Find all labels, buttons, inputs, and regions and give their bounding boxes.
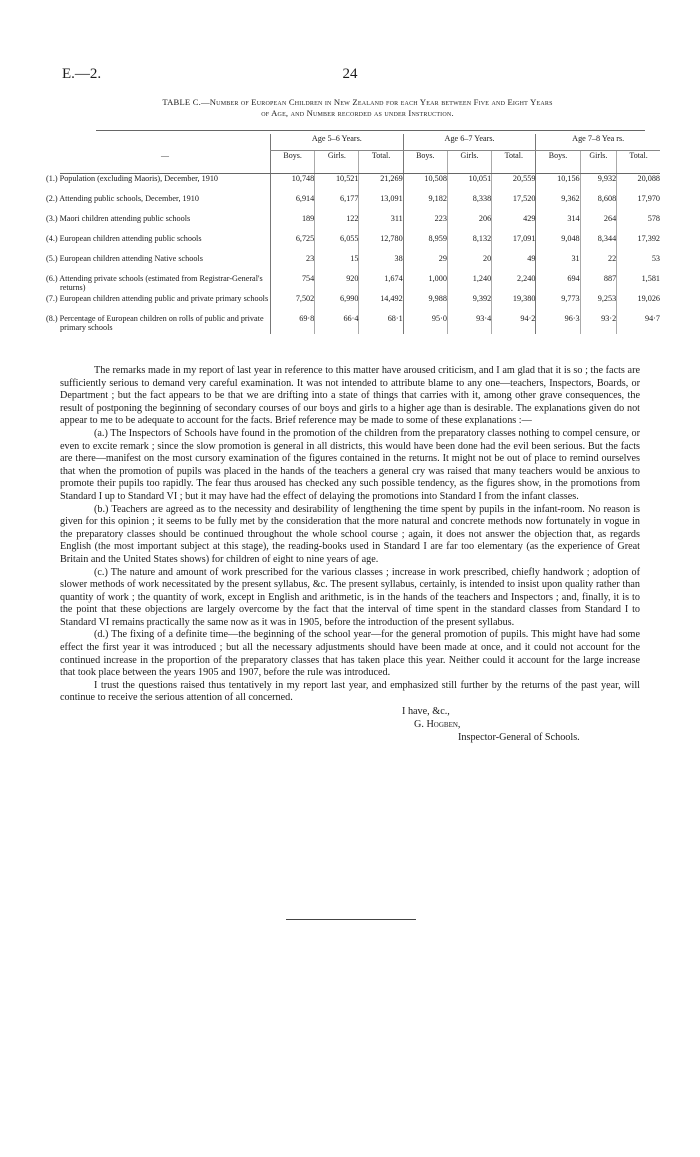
table-cell: 94·7: [617, 314, 660, 334]
column-header: Total.: [617, 151, 660, 174]
table-cell: 1,240: [447, 274, 491, 294]
report-body: [60, 365, 640, 757]
table-cell: 8,344: [580, 234, 617, 254]
table-cell: 12,780: [359, 234, 403, 254]
column-header: Boys.: [536, 151, 580, 174]
table-cell: 10,508: [403, 174, 447, 195]
table-cell: 311: [359, 214, 403, 234]
table-cell: 17,970: [617, 194, 660, 214]
table-column-header: — Boys. Girls. Total. Boys. Girls. Total. Boys. Girls. Total.: [60, 151, 660, 174]
paragraph-intro: The remarks made in my report of last year in reference to this matter have aroused criticism, and I am glad that it is so ; the facts are sufficiently serious to demand very careful examination. It was not intended to attribute blame to any one—teachers, Inspectors, Boards, or Department ; but the fact appears to be that we are drifting into a state of things that carries with it, among other grave consequences, the result of postponing the beginning of secondary courses of our boys and girls to a higher age than is desirable. The explanations given do not appear to me to be adequate to account for the facts. Brief reference may be made to some of these explanations :—: [60, 365, 640, 427]
table-cell: 8,959: [403, 234, 447, 254]
row-label: (8.) Percentage of European children on rolls of public and private primary schools: [46, 314, 264, 332]
table-cell: 2,240: [492, 274, 536, 294]
table-cell: 66·4: [315, 314, 359, 334]
column-header: Girls.: [447, 151, 491, 174]
paragraph-d: (d.) The fixing of a definite time—the beginning of the school year—for the general promotion of pupils. This might have had some effect the first year it was introduced ; but all the necessary adjustments should have been made at once, and it could not account for the continued increase in the proportion of the preparatory classes that has taken place this year. Neither could it account for the large increase that took place between the years 1905 and 1907, before the rule was introduced.: [60, 629, 640, 679]
table-cell: 6,990: [315, 294, 359, 314]
table-cell: 9,362: [536, 194, 580, 214]
table-top-rule: [96, 130, 645, 131]
table-cell: 93·2: [580, 314, 617, 334]
row-label: (4.) European children attending public schools: [46, 234, 202, 243]
table-cell: 9,048: [536, 234, 580, 254]
table-cell: 13,091: [359, 194, 403, 214]
column-header: Girls.: [315, 151, 359, 174]
table-cell: 17,520: [492, 194, 536, 214]
signature-closing: I have, &c.,: [402, 706, 450, 718]
table-cell: 206: [447, 214, 491, 234]
table-cell: 1,674: [359, 274, 403, 294]
row-label: (7.) European children attending public and private primary schools: [46, 294, 269, 303]
table-cell: 49: [492, 254, 536, 274]
table-cell: 68·1: [359, 314, 403, 334]
table-cell: 6,055: [315, 234, 359, 254]
column-header: Boys.: [271, 151, 315, 174]
table-cell: 223: [403, 214, 447, 234]
signature-block: [60, 705, 640, 757]
table-cell: 31: [536, 254, 580, 274]
table-row: [60, 174, 660, 195]
table-cell: 6,725: [271, 234, 315, 254]
paragraph-c: (c.) The nature and amount of work prescribed for the various classes ; increase in work prescribed, chiefly handwork ; adoption of slower methods of work necessitated by the present syllabus, &c. The present syllabus, certainly, is intended to insist upon quality rather than quantity of work ; the quantity of work, except in English and arithmetic, is in the hands of the teachers and Inspectors ; and, finally, it is to the point that these objections are largely overcome by the fact that the interval of time spent in the standard classes from Standard I to Standard VI remains practically the same now as it was in 1905, before the introduction of the present syllabus.: [60, 566, 640, 628]
table-cell: 15: [315, 254, 359, 274]
column-header: Total.: [492, 151, 536, 174]
table-cell: 9,773: [536, 294, 580, 314]
table-cell: 189: [271, 214, 315, 234]
page-number: 24: [342, 66, 358, 82]
group-header-age-7-8: Age 7–8 Yea rs.: [536, 134, 660, 151]
table-cell: 9,182: [403, 194, 447, 214]
table-cell: 20: [447, 254, 491, 274]
table-cell: 96·3: [536, 314, 580, 334]
table-row: [60, 254, 660, 274]
table-cell: 694: [536, 274, 580, 294]
table-cell: 9,932: [580, 174, 617, 195]
table-cell: 314: [536, 214, 580, 234]
table-cell: 20,088: [617, 174, 660, 195]
table-cell: 17,392: [617, 234, 660, 254]
column-header: Girls.: [580, 151, 617, 174]
table-row: [60, 314, 660, 334]
table-cell: 8,608: [580, 194, 617, 214]
table-cell: 69·8: [271, 314, 315, 334]
table-cell: 754: [271, 274, 315, 294]
table-cell: 9,253: [580, 294, 617, 314]
page-header: [62, 66, 638, 86]
paragraph-a: (a.) The Inspectors of Schools have found in the promotion of the children from the preparatory classes nothing to compel censure, or even to excite remark ; since the slow promotion is general in all districts, this would have been done had the evil been serious. But the facts are there—manifest on the most cursory examination of the figures contained in the returns. It might not be out of place to remind ourselves that when the promotion of pupils was placed in the hands of the teachers a general cry was raised that many teachers would be anxious to promote their pupils too rapidly. The fear thus aroused has checked any such possible tendency, as the figures show, in the promotions from Standard I up to Standard VI ; but it may have had the effect of delaying the promotions into Standard I from the infant classes.: [60, 427, 640, 502]
row-label: (3.) Maori children attending public schools: [46, 214, 191, 223]
table-cell: 6,914: [271, 194, 315, 214]
table-row: [60, 274, 660, 294]
table-row: [60, 294, 660, 314]
table-cell: 20,559: [492, 174, 536, 195]
table-cell: 93·4: [447, 314, 491, 334]
paragraph-b: (b.) Teachers are agreed as to the necessity and desirability of lengthening the time spent by pupils in the infant-room. No reason is given for this opinion ; it seems to be fully met by the consideration that the more natural and concrete methods now fortunately in vogue in the preparatory classes should be continued throughout the whole school course ; again, it does not answer the objection that, as regards English (the most important subject at this stage), the reading-books used in Standard I are far too elementary (as the experience of Great Britain and the United States shows) for children of eight to nine years of age.: [60, 503, 640, 565]
table-cell: 23: [271, 254, 315, 274]
row-label: (6.) Attending private schools (estimated from Registrar-General's returns): [46, 274, 263, 292]
footer-rule: [286, 919, 416, 920]
age-statistics-table: [46, 134, 660, 334]
group-header-age-5-6: Age 5–6 Years.: [271, 134, 404, 151]
table-cell: 122: [315, 214, 359, 234]
table-cell: 10,521: [315, 174, 359, 195]
table-cell: 6,177: [315, 194, 359, 214]
table-cell: 10,748: [271, 174, 315, 195]
table-cell: 95·0: [403, 314, 447, 334]
table-row: [60, 234, 660, 254]
table-cell: 920: [315, 274, 359, 294]
table-cell: 1,000: [403, 274, 447, 294]
table-cell: 22: [580, 254, 617, 274]
table-cell: 429: [492, 214, 536, 234]
table-cell: 19,380: [492, 294, 536, 314]
table-cell: 10,051: [447, 174, 491, 195]
row-label: (5.) European children attending Native schools: [46, 254, 203, 263]
table-cell: 10,156: [536, 174, 580, 195]
table-cell: 8,132: [447, 234, 491, 254]
table-cell: 38: [359, 254, 403, 274]
table-cell: 9,988: [403, 294, 447, 314]
group-header-age-6-7: Age 6–7 Years.: [403, 134, 536, 151]
table-row: [60, 194, 660, 214]
row-label: (2.) Attending public schools, December, 1910: [46, 194, 199, 203]
table-cell: 578: [617, 214, 660, 234]
column-header: Boys.: [403, 151, 447, 174]
table-cell: 887: [580, 274, 617, 294]
table-cell: 94·2: [492, 314, 536, 334]
table-cell: 9,392: [447, 294, 491, 314]
table-cell: 1,581: [617, 274, 660, 294]
table-group-header: [60, 134, 660, 151]
table-cell: 21,269: [359, 174, 403, 195]
caption-line-2: of Age, and Number recorded as under Instruction.: [261, 108, 454, 118]
table-cell: 19,026: [617, 294, 660, 314]
paragraph-closing: I trust the questions raised thus tentatively in my report last year, and emphasized still further by the returns of the past year, will continue to receive the serious attention of all concerned.: [60, 679, 640, 704]
table-caption: [70, 97, 645, 119]
table-cell: 264: [580, 214, 617, 234]
table-cell: 53: [617, 254, 660, 274]
signature-name: G. Hogben,: [414, 719, 461, 731]
caption-line-1: TABLE C.—Number of European Children in New Zealand for each Year between Five and Eight Years: [162, 97, 553, 107]
column-header: Total.: [359, 151, 403, 174]
row-label: (1.) Population (excluding Maoris), December, 1910: [46, 174, 219, 183]
table-cell: 17,091: [492, 234, 536, 254]
table-cell: 14,492: [359, 294, 403, 314]
report-reference: E.—2.: [62, 66, 102, 82]
table-cell: 29: [403, 254, 447, 274]
signature-title: Inspector-General of Schools.: [458, 732, 580, 744]
table-cell: 8,338: [447, 194, 491, 214]
table-cell: 7,502: [271, 294, 315, 314]
table-row: [60, 214, 660, 234]
